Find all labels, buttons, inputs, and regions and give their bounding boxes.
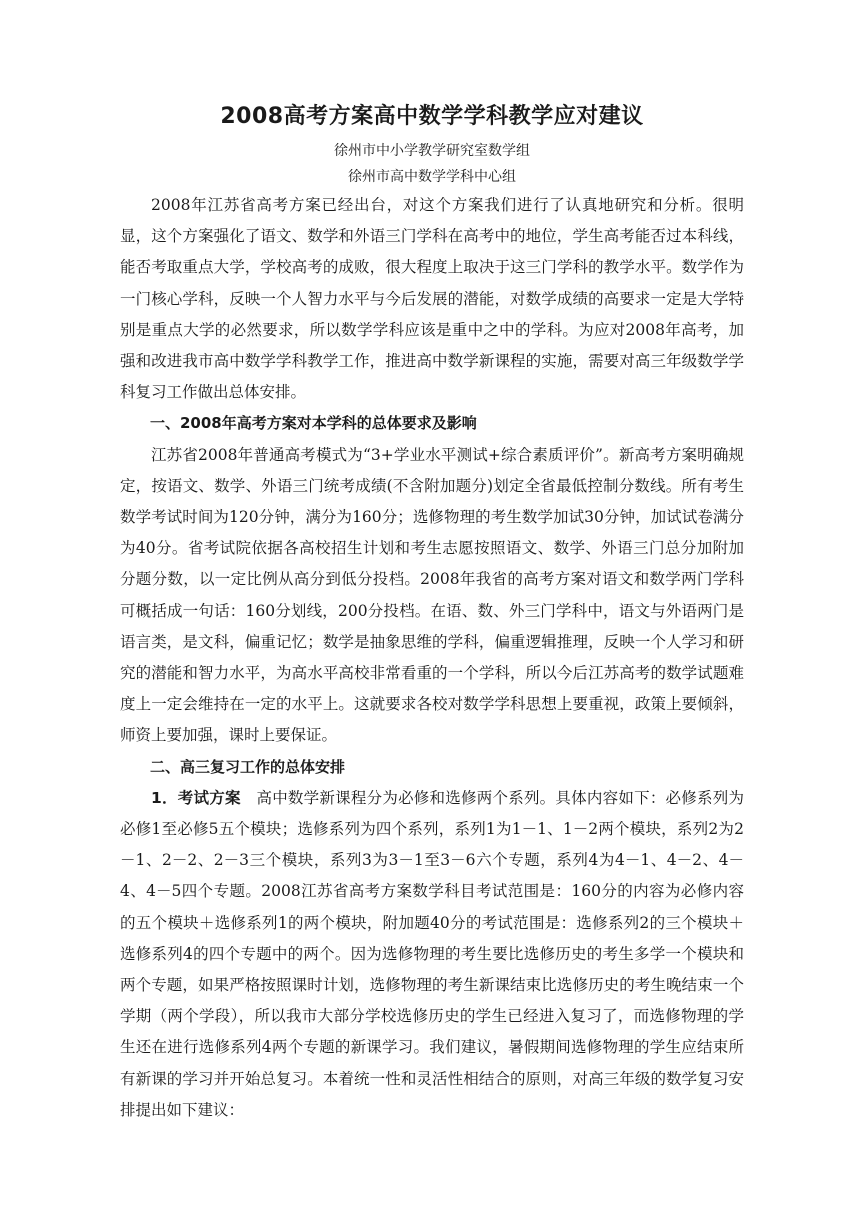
section-1-paragraph: 江苏省2008年普通高考模式为“3+学业水平测试+综合素质评价”。新高考方案明确规定，按语文、数学、外语三门统考成绩(不含附加题分)划定全省最低控制分数线。所有考生数学考试时间为120分钟，满分为160分；选修物理的考生数学加试30分钟，加试试卷满分为40分。省考试院依据各高校招生计划和考生志愿按照语文、数学、外语三门总分加附加分题分数，以一定比例从高分到低分投档。2008年我省的高考方案对语文和数学两门学科可概括成一句话：160分划线，200分投档。在语、数、外三门学科中，语文与外语两门是语言类，是文科，偏重记忆；数学是抽象思维的学科，偏重逻辑推理，反映一个人学习和研究的潜能和智力水平，为高水平高校非常看重的一个学科，所以今后江苏高考的数学试题难度上一定会维持在一定的水平上。这就要求各校对数学学科思想上要重视，政策上要倾斜，师资上要加强，课时上要保证。 [120, 445, 744, 745]
author-line-2: 徐州市高中数学学科中心组 [348, 169, 516, 185]
author-line-1: 徐州市中小学教学研究室数学组 [334, 143, 530, 159]
intro-paragraph: 2008年江苏省高考方案已经出台，对这个方案我们进行了认真地研究和分析。很明显，这个方案强化了语文、数学和外语三门学科在高考中的地位，学生高考能否过本科线，能否考取重点大学，学校高考的成败，很大程度上取决于这三门学科的教学水平。数学作为一门核心学科，反映一个人智力水平与今后发展的潜能，对数学成绩的高要求一定是大学特别是重点大学的必然要求，所以数学学科应该是重中之中的学科。为应对2008年高考，加强和改进我市高中数学学科教学工作，推进高中数学新课程的实施，需要对高三年级数学学科复习工作做出总体安排。 [120, 196, 744, 402]
document-page [120, 96, 744, 1126]
section-2-item-1 [120, 783, 744, 1126]
item-1-lead: 1．考试方案 [151, 788, 241, 807]
item-1-text: 高中数学新课程分为必修和选修两个系列。具体内容如下：必修系列为必修1至必修5五个模块；选修系列为四个系列，系列1为1－1、1－2两个模块，系列2为2－1、2－2、2－3三个模块，系列3为3－1至3－6六个专题，系列4为4－1、4－2、4－4、4－5四个专题。2008江苏省高考方案数学科目考试范围是：160分的内容为必修内容的五个模块＋选修系列1的两个模块，附加题40分的考试范围是：选修系列2的三个模块＋选修系列4的四个专题中的两个。因为选修物理的考生要比选修历史的考生多学一个模块和两个专题，如果严格按照课时计划，选修物理的考生新课结束比选修历史的考生晚结束一个学期（两个学段），所以我市大部分学校选修历史的学生已经进入复习了，而选修物理的学生还在进行选修系列4两个专题的新课学习。我们建议，暑假期间选修物理的学生应结束所有新课的学习并开始总复习。本着统一性和灵活性相结合的原则，对高三年级的数学复习安排提出如下建议： [120, 788, 744, 1119]
section-1-heading: 一、2008年高考方案对本学科的总体要求及影响 [150, 414, 477, 433]
item-1-gap [241, 789, 257, 807]
section-2-heading: 二、高三复习工作的总体安排 [150, 757, 346, 776]
document-title: 2008高考方案高中数学学科教学应对建议 [220, 104, 644, 129]
